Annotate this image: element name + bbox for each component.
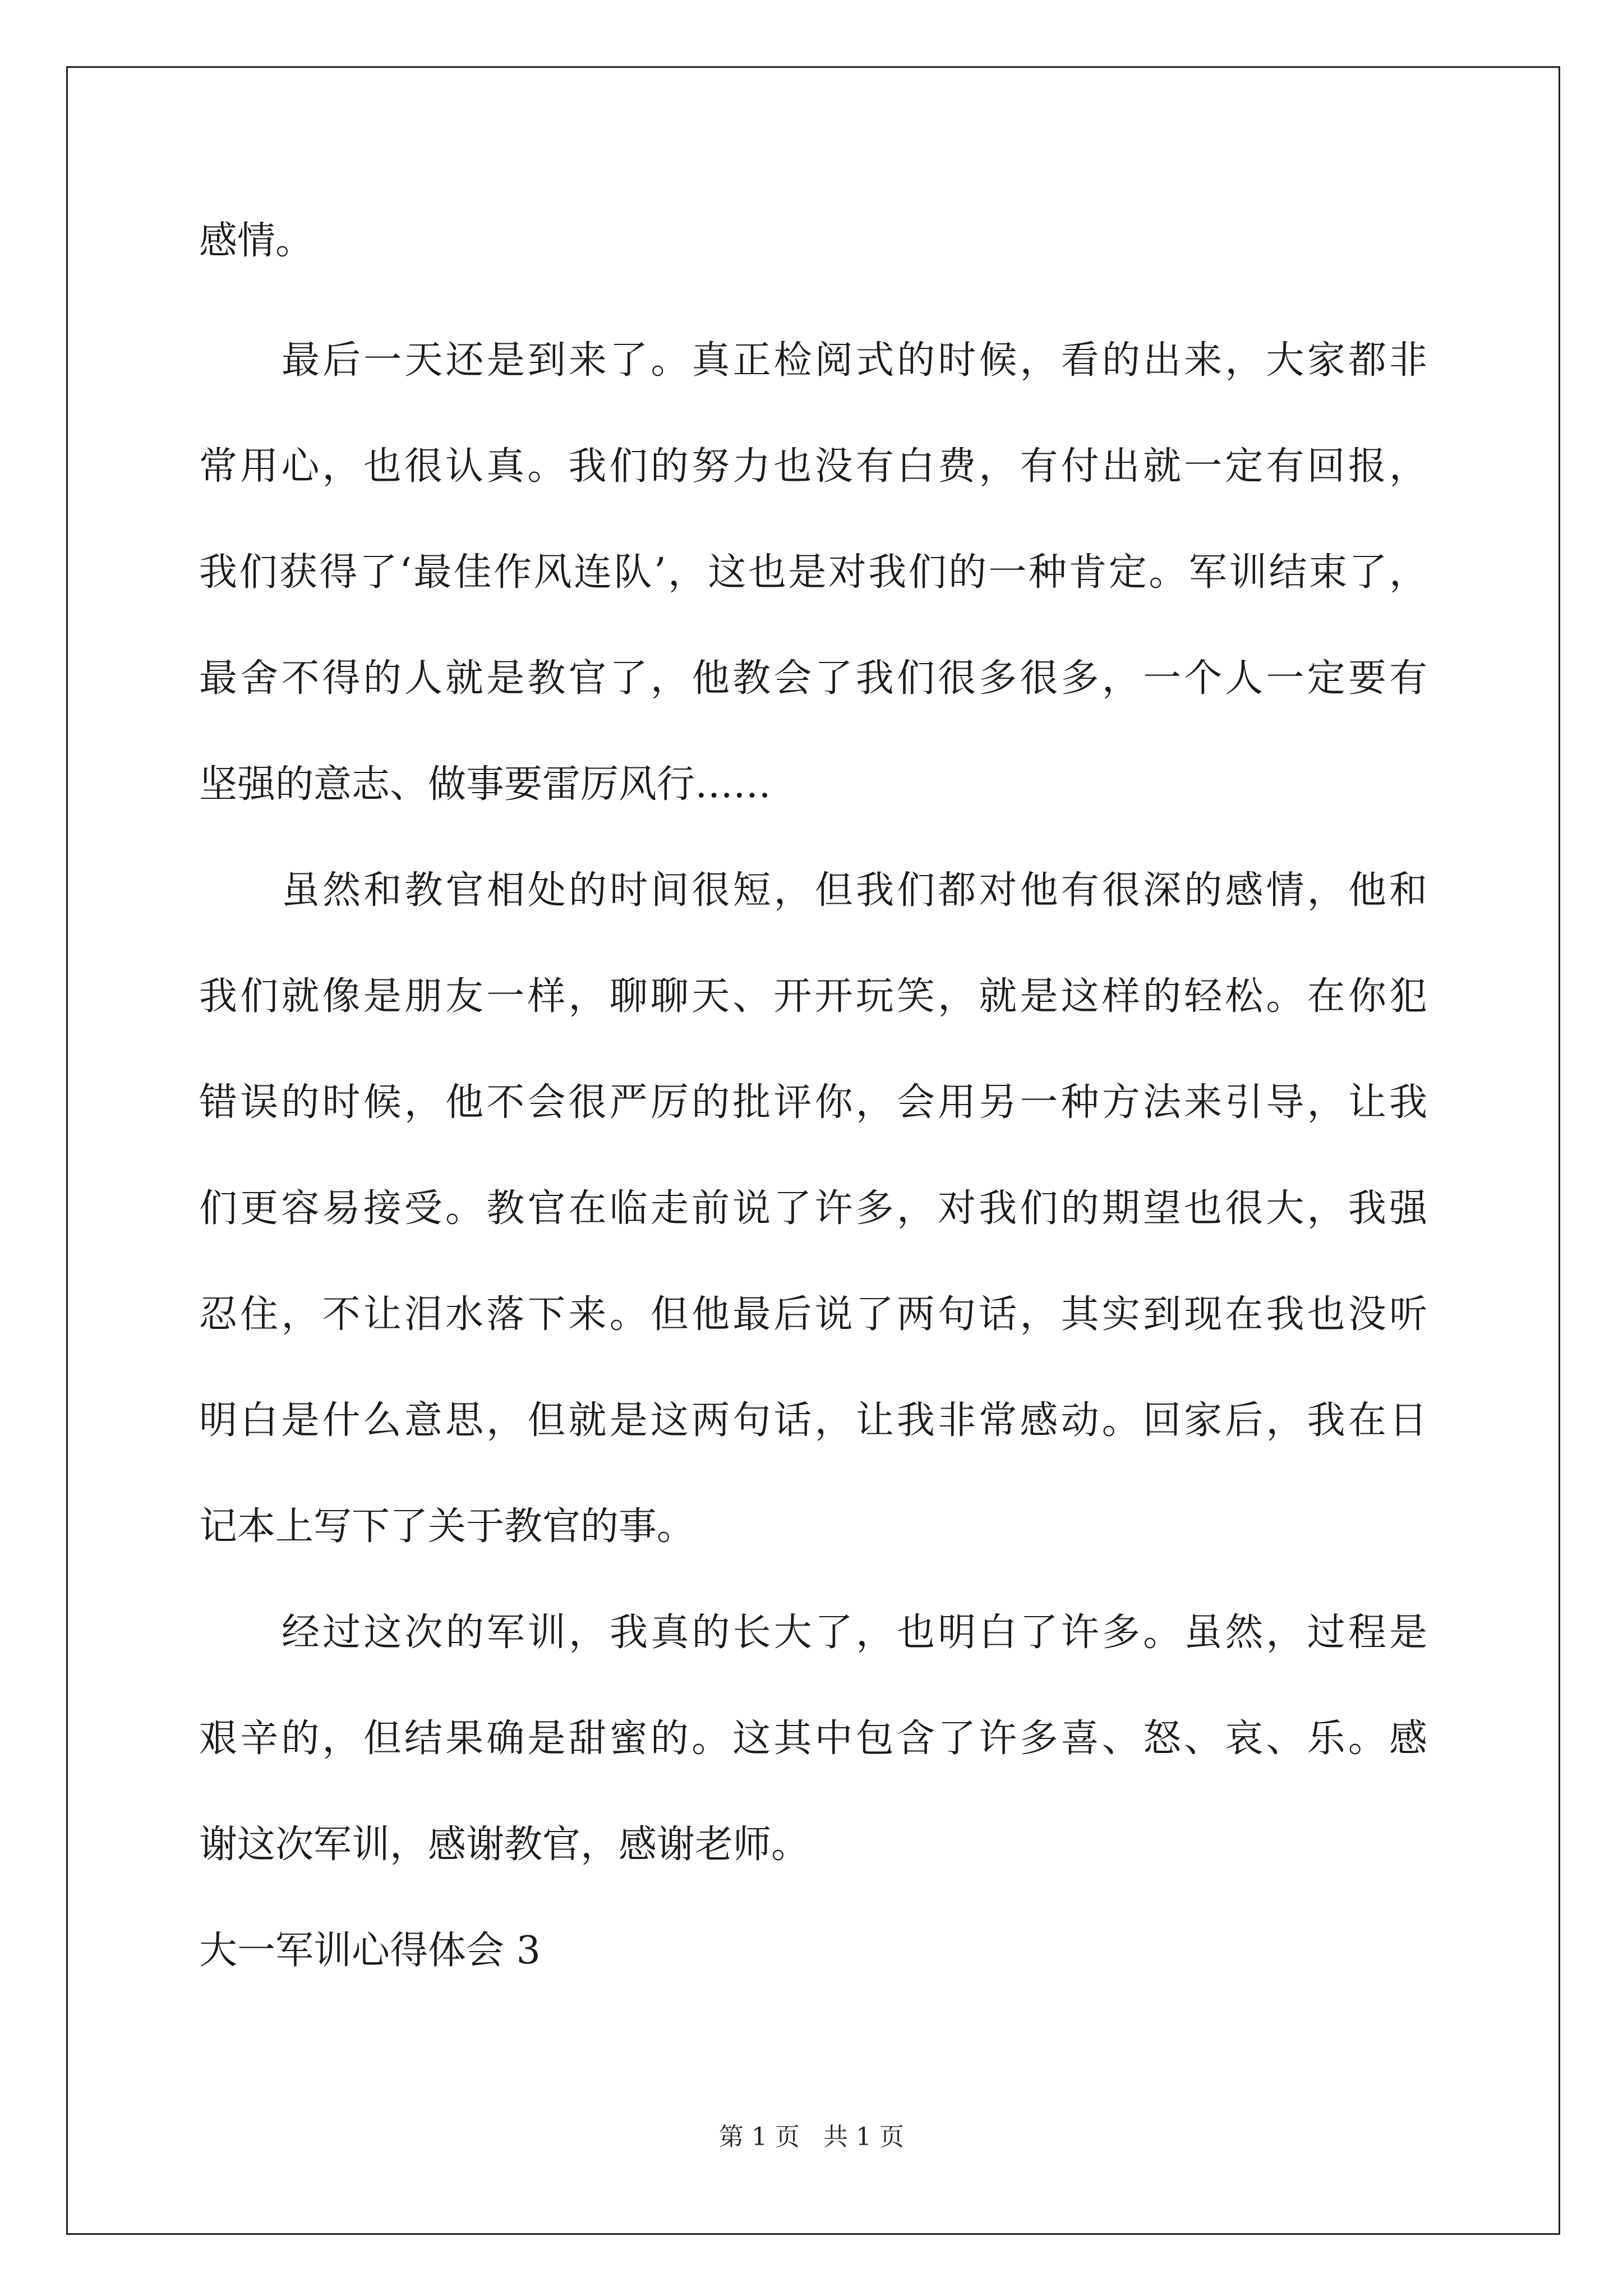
paragraph-line: 常用心，也很认真。我们的努力也没有白费，有付出就一定有回报，: [199, 444, 1427, 489]
paragraph-line: 我们获得了‘最佳作风连队’，这也是对我们的一种肯定。军训结束了，: [199, 550, 1427, 595]
paragraph-line: 忍住，不让泪水落下来。但他最后说了两句话，其实到现在我也没听: [199, 1292, 1427, 1337]
text-line: 感情。: [199, 219, 314, 263]
page-number: 第 1 页: [719, 2123, 800, 2151]
paragraph-line: 错误的时候，他不会很严厉的批评你，会用另一种方法来引导，让我: [199, 1080, 1427, 1125]
paragraph-line: 最舍不得的人就是教官了，他教会了我们很多很多，一个人一定要有: [199, 656, 1427, 701]
page-total: 共 1 页: [823, 2123, 904, 2151]
paragraph-line: 最后一天还是到来了。真正检阅式的时候，看的出来，大家都非: [282, 338, 1427, 383]
paragraph-line: 谢这次军训，感谢教官，感谢老师。: [199, 1823, 810, 1867]
paragraph-line: 艰辛的，但结果确是甜蜜的。这其中包含了许多喜、怒、哀、乐。感: [199, 1717, 1427, 1761]
page-border: [66, 66, 1560, 2235]
paragraph-line: 记本上写下了关于教官的事。: [199, 1504, 695, 1549]
paragraph-line: 坚强的意志、做事要雷厉风行……: [199, 762, 772, 807]
paragraph-line: 们更容易接受。教官在临走前说了许多，对我们的期望也很大，我强: [199, 1186, 1427, 1231]
paragraph-line: 虽然和教官相处的时间很短，但我们都对他有很深的感情，他和: [282, 868, 1427, 913]
paragraph-line: 我们就像是朋友一样，聊聊天、开开玩笑，就是这样的轻松。在你犯: [199, 974, 1427, 1019]
paragraph-line: 明白是什么意思，但就是这两句话，让我非常感动。回家后，我在日: [199, 1398, 1427, 1443]
page-footer: [0, 2120, 1623, 2154]
paragraph-line: 经过这次的军训，我真的长大了，也明白了许多。虽然，过程是: [282, 1611, 1427, 1655]
section-heading: 大一军训心得体会 3: [199, 1929, 541, 1973]
